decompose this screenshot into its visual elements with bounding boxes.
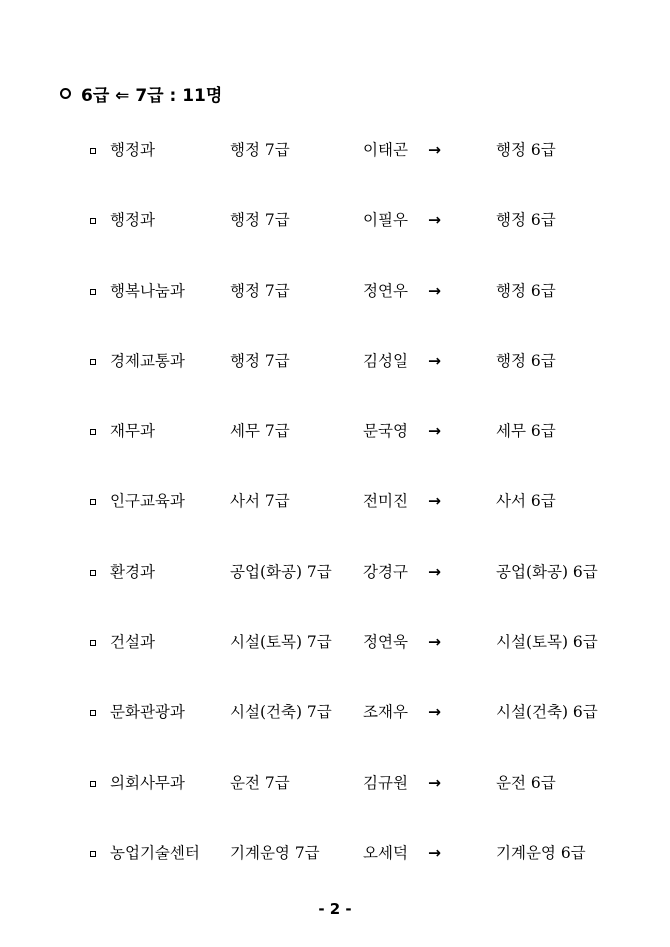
new-grade: 기계운영 6급 [496,843,586,862]
current-grade: 기계운영 7급 [230,843,320,862]
list-item [0,829,670,899]
new-grade: 사서 6급 [496,492,556,511]
current-grade: 행정 7급 [230,351,290,370]
new-grade: 행정 6급 [496,141,556,159]
square-bullet-icon [90,359,96,365]
list-item [0,196,670,266]
new-grade: 시설(건축) 6급 [496,703,598,722]
current-grade: 시설(건축) 7급 [230,703,332,722]
current-grade: 운전 7급 [230,773,290,792]
arrow-right-icon: → [428,843,441,862]
person-name: 정연욱 [363,633,408,652]
department: 인구교육과 [110,492,185,511]
arrow-right-icon: → [428,562,441,581]
department: 재무과 [110,422,155,441]
person-name: 오세덕 [363,843,408,862]
current-grade: 세무 7급 [230,422,290,441]
department: 건설과 [110,633,155,652]
arrow-right-icon: → [428,773,441,792]
list-item [0,337,670,407]
arrow-right-icon: → [428,141,441,159]
section-heading [60,78,222,108]
arrow-right-icon: → [428,633,441,652]
list-item [0,688,670,758]
square-bullet-icon [90,289,96,295]
arrow-right-icon: → [428,422,441,441]
square-bullet-icon [90,710,96,716]
new-grade: 공업(화공) 6급 [496,562,598,581]
square-bullet-icon [90,640,96,646]
person-name: 전미진 [363,492,408,511]
list-item [0,407,670,477]
department: 문화관광과 [110,703,185,722]
list-item [0,477,670,547]
person-name: 문국영 [363,422,408,441]
list-item [0,548,670,618]
square-bullet-icon [90,148,96,154]
arrow-right-icon: → [428,351,441,370]
person-name: 정연우 [363,281,408,300]
person-name: 강경구 [363,562,408,581]
square-bullet-icon [90,429,96,435]
square-bullet-icon [90,218,96,224]
arrow-right-icon: → [428,492,441,511]
list-item [0,618,670,688]
person-name: 이태곤 [363,141,408,159]
circle-bullet-icon [60,88,71,99]
department: 환경과 [110,562,155,581]
section-heading-text: 6급 ⇐ 7급 : 11명 [81,85,223,106]
person-name: 이필우 [363,211,408,230]
new-grade: 운전 6급 [496,773,556,792]
list-item [0,759,670,829]
square-bullet-icon [90,570,96,576]
promotion-list [0,126,670,899]
page-number: - 2 - [318,900,352,918]
list-item [0,126,670,196]
department: 농업기술센터 [110,843,200,862]
person-name: 김규원 [363,773,408,792]
list-item [0,267,670,337]
department: 행정과 [110,141,155,159]
new-grade: 세무 6급 [496,422,556,441]
new-grade: 시설(토목) 6급 [496,633,598,652]
new-grade: 행정 6급 [496,281,556,300]
department: 경제교통과 [110,351,185,370]
current-grade: 시설(토목) 7급 [230,633,332,652]
current-grade: 행정 7급 [230,141,290,159]
current-grade: 행정 7급 [230,211,290,230]
square-bullet-icon [90,499,96,505]
current-grade: 사서 7급 [230,492,290,511]
arrow-right-icon: → [428,281,441,300]
square-bullet-icon [90,781,96,787]
arrow-right-icon: → [428,211,441,230]
department: 의회사무과 [110,773,185,792]
square-bullet-icon [90,851,96,857]
department: 행정과 [110,211,155,230]
department: 행복나눔과 [110,281,185,300]
arrow-right-icon: → [428,703,441,722]
person-name: 조재우 [363,703,408,722]
new-grade: 행정 6급 [496,211,556,230]
person-name: 김성일 [363,351,408,370]
current-grade: 행정 7급 [230,281,290,300]
current-grade: 공업(화공) 7급 [230,562,332,581]
new-grade: 행정 6급 [496,351,556,370]
